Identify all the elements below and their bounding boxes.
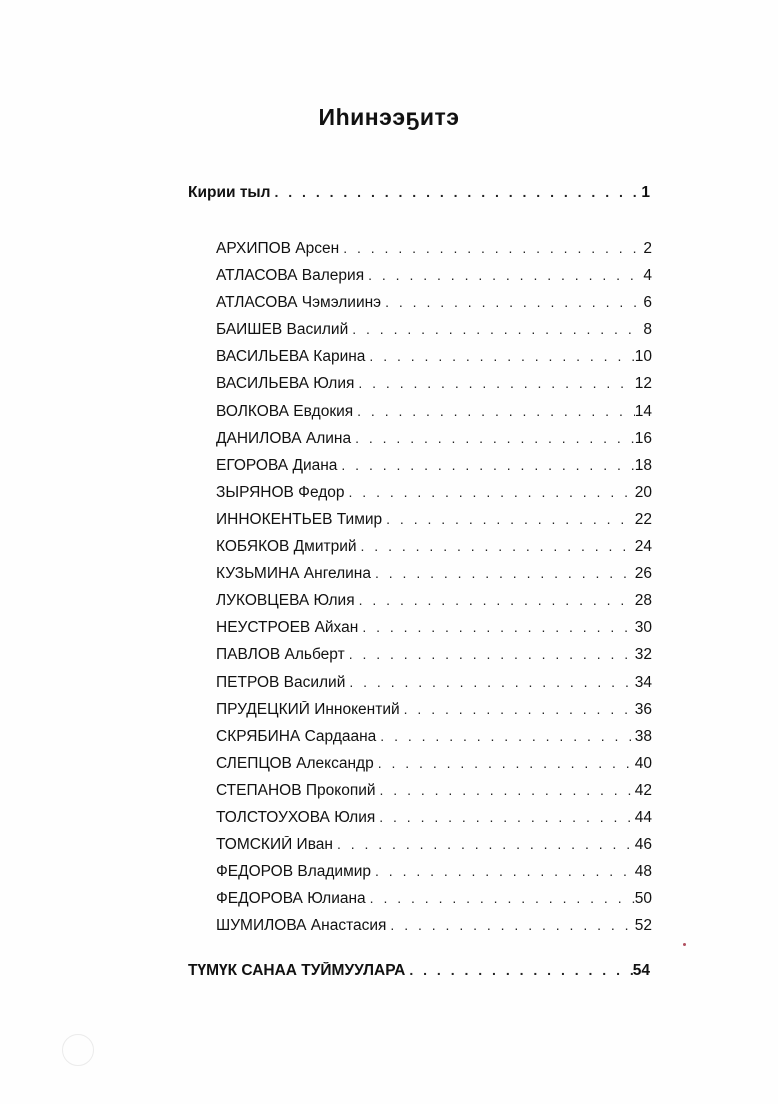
toc-entry-name: КОБЯКОВ Дмитрий [216, 538, 357, 556]
leader-dots [343, 240, 640, 256]
toc-entry [216, 538, 652, 565]
toc-entry-page: 38 [634, 727, 652, 745]
toc-entry-name: АТЛАСОВА Валерия [216, 267, 365, 285]
toc-entry-name: ШУМИЛОВА Анастасия [216, 917, 387, 935]
toc-entry-page: 34 [634, 673, 652, 691]
leader-dots [404, 701, 635, 717]
toc-entry-page: 28 [634, 592, 652, 610]
leader-dots [378, 755, 635, 771]
toc-entry-name: ВАСИЛЬЕВА Юлия [216, 375, 355, 393]
toc-entry-name: ЗЫРЯНОВ Федор [216, 483, 345, 501]
toc-entry [216, 674, 652, 701]
toc-entry-page: 20 [634, 483, 652, 501]
leader-dots [379, 809, 635, 825]
toc-entry-page: 52 [634, 917, 652, 935]
toc-entry-page: 40 [634, 754, 652, 772]
toc-entry [216, 917, 652, 944]
leader-dots [370, 890, 635, 906]
toc-entry-page: 22 [634, 510, 652, 528]
toc-entry [216, 701, 652, 728]
toc-entries [216, 240, 652, 944]
toc-entry-name: ИННОКЕНТЬЕВ Тимир [216, 510, 383, 528]
toc-entry-page: 48 [634, 863, 652, 881]
toc-entry-name: ДАНИЛОВА Алина [216, 429, 352, 447]
toc-entry-name: ВОЛКОВА Евдокия [216, 402, 354, 420]
toc-entry [216, 890, 652, 917]
toc-entry-page: 26 [634, 565, 652, 583]
toc-closing [188, 962, 650, 980]
paper-speck [683, 943, 686, 946]
toc-entry [216, 646, 652, 673]
leader-dots [368, 267, 640, 283]
toc-entry-name: ПЕТРОВ Василий [216, 673, 346, 691]
toc-entry-name: СЛЕПЦОВ Александр [216, 754, 374, 772]
faint-stamp-mark [62, 1034, 94, 1066]
toc-entry-name: ВАСИЛЬЕВА Карина [216, 348, 366, 366]
toc-entry-name: КУЗЬМИНА Ангелина [216, 565, 371, 583]
toc-entry-name: ПРУДЕЦКИЙ Иннокентий [216, 700, 400, 718]
toc-entry [216, 863, 652, 890]
toc-entry-page: 30 [634, 619, 652, 637]
leader-dots [380, 728, 634, 744]
toc-entry-name: ЛУКОВЦЕВА Юлия [216, 592, 355, 610]
toc-entry-name: НЕУСТРОЕВ Айхан [216, 619, 359, 637]
leader-dots [361, 538, 635, 554]
toc-entry-page: 42 [634, 781, 652, 799]
leader-dots [359, 592, 635, 608]
toc-entry [216, 457, 652, 484]
toc-entry [216, 836, 652, 863]
toc-intro-page: 1 [641, 184, 650, 201]
toc-closing-page: 54 [632, 962, 650, 979]
toc-entry-name: АТЛАСОВА Чэмэлиинэ [216, 294, 382, 312]
toc-entry-name: ФЕДОРОВ Владимир [216, 863, 372, 881]
toc-entry-name: БАИШЕВ Василий [216, 321, 349, 339]
leader-dots [362, 619, 634, 635]
toc-entry-name: ПАВЛОВ Альберт [216, 646, 345, 664]
toc-entry [216, 240, 652, 267]
toc-entry [216, 565, 652, 592]
leader-dots [337, 836, 635, 852]
toc-entry-page: 2 [643, 240, 652, 257]
toc-entry-page: 12 [634, 375, 652, 393]
leader-dots [375, 565, 635, 581]
leader-dots [275, 184, 639, 200]
leader-dots [375, 863, 635, 879]
toc-entry [216, 484, 652, 511]
toc-entry-page: 50 [634, 890, 652, 908]
toc-entry [216, 375, 652, 402]
toc-entry-name: ТОЛСТОУХОВА Юлия [216, 808, 376, 826]
toc-entry-page: 36 [634, 700, 652, 718]
toc-entry [216, 294, 652, 321]
toc-entry [216, 619, 652, 646]
toc-entry [216, 782, 652, 809]
toc-entry-name: ФЕДОРОВА Юлиана [216, 890, 366, 908]
leader-dots [380, 782, 635, 798]
toc-entry [216, 809, 652, 836]
leader-dots [385, 294, 640, 310]
toc-entry-page: 6 [643, 294, 652, 312]
leader-dots [341, 457, 634, 473]
toc-entry-page: 24 [634, 538, 652, 556]
toc-entry [216, 430, 652, 457]
page-title: Иһинээҕитэ [318, 104, 460, 130]
toc-entry-page: 14 [634, 402, 652, 420]
toc-entry [216, 321, 652, 348]
leader-dots [369, 348, 634, 364]
leader-dots [409, 962, 632, 978]
toc-entry [216, 267, 652, 294]
leader-dots [390, 917, 634, 933]
toc-entry [216, 755, 652, 782]
leader-dots [386, 511, 635, 527]
toc-entry [216, 728, 652, 755]
toc-intro [188, 184, 650, 202]
leader-dots [349, 646, 635, 662]
toc-entry-name: ТОМСКИЙ Иван [216, 836, 333, 854]
toc-entry-name: ЕГОРОВА Диана [216, 456, 338, 474]
toc-entry-page: 32 [634, 646, 652, 664]
leader-dots [349, 674, 634, 690]
toc-entry-name: СТЕПАНОВ Прокопий [216, 781, 376, 799]
toc-entry [216, 592, 652, 619]
toc-entry-page: 16 [634, 429, 652, 447]
toc-entry [216, 348, 652, 375]
leader-dots [357, 403, 635, 419]
toc-entry [216, 403, 652, 430]
toc-entry-page: 18 [634, 456, 652, 474]
toc-entry-page: 8 [643, 321, 652, 339]
toc-entry-page: 44 [634, 808, 652, 826]
toc-entry-page: 4 [643, 267, 652, 285]
toc-closing-label: ТҮМҮК САНАА ТУЙМУУЛАРА [188, 962, 406, 979]
toc-entry-page: 46 [634, 836, 652, 854]
toc-entry-page: 10 [634, 348, 652, 366]
leader-dots [355, 430, 635, 446]
leader-dots [349, 484, 635, 500]
toc-entry-name: АРХИПОВ Арсен [216, 240, 340, 257]
leader-dots [358, 375, 634, 391]
toc-intro-label: Кирии тыл [188, 184, 271, 201]
toc-entry-name: СКРЯБИНА Сардаана [216, 727, 377, 745]
leader-dots [352, 321, 640, 337]
toc-entry [216, 511, 652, 538]
